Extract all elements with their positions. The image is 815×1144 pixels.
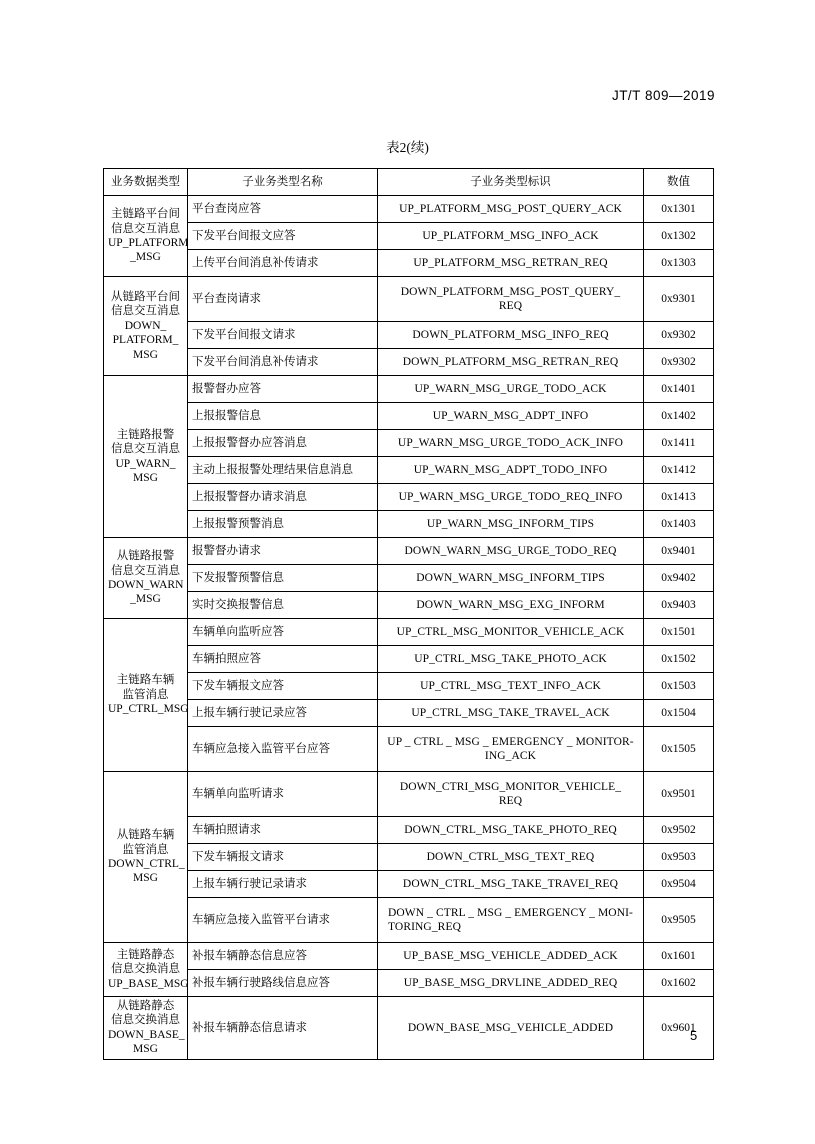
value-cell: 0x1601 [644,943,714,970]
sub-type-identifier-cell: UP_PLATFORM_MSG_POST_QUERY_ACK [378,196,644,223]
table-row [104,403,714,430]
sub-type-identifier-cell: DOWN_BASE_MSG_VEHICLE_ADDED [378,997,644,1060]
value-cell: 0x1411 [644,430,714,457]
sub-type-name-cell: 上报报警预警消息 [188,511,378,538]
group-cell: 主链路静态 信息交换消息 UP_BASE_MSG [104,943,188,997]
table-row [104,727,714,772]
sub-type-identifier-cell: DOWN_PLATFORM_MSG_INFO_REQ [378,322,644,349]
sub-type-identifier-cell: DOWN_CTRL_MSG_TEXT_REQ [378,844,644,871]
group-cell: 主链路平台间 信息交互消息 UP_PLATFORM _MSG [104,196,188,277]
value-cell: 0x1402 [644,403,714,430]
sub-type-name-cell: 下发车辆报文应答 [188,673,378,700]
table-row [104,700,714,727]
table-row [104,943,714,970]
sub-type-name-cell: 车辆应急接入监管平台请求 [188,898,378,943]
sub-type-name-cell: 上报报警督办应答消息 [188,430,378,457]
value-cell: 0x9601 [644,997,714,1060]
sub-type-name-cell: 车辆单向监听请求 [188,772,378,817]
sub-type-identifier-cell: UP_CTRL_MSG_TAKE_PHOTO_ACK [378,646,644,673]
value-cell: 0x1302 [644,223,714,250]
value-cell: 0x9502 [644,817,714,844]
value-cell: 0x9302 [644,349,714,376]
table-row [104,565,714,592]
table-body [104,169,714,1060]
message-type-table [103,168,714,1060]
sub-type-identifier-cell: UP_PLATFORM_MSG_INFO_ACK [378,223,644,250]
table-row [104,772,714,817]
group-cell: 从链路平台间 信息交互消息 DOWN_ PLATFORM_ MSG [104,277,188,376]
sub-type-name-cell: 补报车辆静态信息应答 [188,943,378,970]
sub-type-name-cell: 车辆拍照应答 [188,646,378,673]
sub-type-identifier-cell: UP _ CTRL _ MSG _ EMERGENCY _ MONITOR- ING_ACK [378,727,644,772]
table-row [104,196,714,223]
sub-type-name-cell: 下发平台间报文请求 [188,322,378,349]
sub-type-name-cell: 上传平台间消息补传请求 [188,250,378,277]
table-row [104,646,714,673]
table-row [104,457,714,484]
table-row [104,844,714,871]
table-row [104,997,714,1060]
value-cell: 0x1401 [644,376,714,403]
value-cell: 0x1412 [644,457,714,484]
value-cell: 0x1602 [644,970,714,997]
table-row [104,871,714,898]
value-cell: 0x9503 [644,844,714,871]
sub-type-identifier-cell: UP_CTRL_MSG_TEXT_INFO_ACK [378,673,644,700]
sub-type-identifier-cell: UP_WARN_MSG_URGE_TODO_REQ_INFO [378,484,644,511]
table-row [104,592,714,619]
sub-type-name-cell: 平台查岗应答 [188,196,378,223]
sub-type-identifier-cell: UP_PLATFORM_MSG_RETRAN_REQ [378,250,644,277]
sub-type-identifier-cell: DOWN_CTRL_MSG_TAKE_TRAVEI_REQ [378,871,644,898]
sub-type-identifier-cell: UP_CTRL_MSG_TAKE_TRAVEL_ACK [378,700,644,727]
sub-type-name-cell: 上报车辆行驶记录应答 [188,700,378,727]
value-cell: 0x9504 [644,871,714,898]
value-cell: 0x1301 [644,196,714,223]
sub-type-name-cell: 补报车辆行驶路线信息应答 [188,970,378,997]
table-row [104,277,714,322]
sub-type-name-cell: 下发车辆报文请求 [188,844,378,871]
table-row [104,223,714,250]
group-cell: 主链路车辆 监管消息 UP_CTRL_MSG [104,619,188,772]
sub-type-identifier-cell: DOWN_WARN_MSG_INFORM_TIPS [378,565,644,592]
table-row [104,349,714,376]
column-header-3: 数值 [644,169,714,196]
table-caption: 表2(续) [386,140,429,155]
table-row [104,817,714,844]
page-header: JT/T 809—2019 [611,88,715,103]
value-cell: 0x9402 [644,565,714,592]
value-cell: 0x1403 [644,511,714,538]
table-row [104,376,714,403]
sub-type-name-cell: 上报车辆行驶记录请求 [188,871,378,898]
value-cell: 0x9302 [644,322,714,349]
table-row [104,484,714,511]
sub-type-identifier-cell: DOWN_PLATFORM_MSG_POST_QUERY_ REQ [378,277,644,322]
page-number: 5 [690,1028,698,1043]
sub-type-identifier-cell: UP_WARN_MSG_ADPT_INFO [378,403,644,430]
value-cell: 0x9501 [644,772,714,817]
column-header-2: 子业务类型标识 [378,169,644,196]
sub-type-identifier-cell: UP_BASE_MSG_DRVLINE_ADDED_REQ [378,970,644,997]
sub-type-identifier-cell: DOWN_CTRL_MSG_TAKE_PHOTO_REQ [378,817,644,844]
value-cell: 0x1413 [644,484,714,511]
sub-type-name-cell: 上报报警督办请求消息 [188,484,378,511]
table-row [104,538,714,565]
value-cell: 0x1502 [644,646,714,673]
table-row [104,619,714,646]
sub-type-name-cell: 下发平台间报文应答 [188,223,378,250]
sub-type-identifier-cell: UP_WARN_MSG_URGE_TODO_ACK_INFO [378,430,644,457]
sub-type-identifier-cell: DOWN_PLATFORM_MSG_RETRAN_REQ [378,349,644,376]
group-cell: 从链路静态 信息交换消息 DOWN_BASE_ MSG [104,997,188,1060]
sub-type-identifier-cell: UP_WARN_MSG_ADPT_TODO_INFO [378,457,644,484]
value-cell: 0x1505 [644,727,714,772]
sub-type-identifier-cell: UP_WARN_MSG_URGE_TODO_ACK [378,376,644,403]
column-header-1: 子业务类型名称 [188,169,378,196]
table-header-row [104,169,714,196]
value-cell: 0x9401 [644,538,714,565]
table-row [104,511,714,538]
value-cell: 0x1504 [644,700,714,727]
sub-type-name-cell: 平台查岗请求 [188,277,378,322]
sub-type-name-cell: 下发报警预警信息 [188,565,378,592]
sub-type-name-cell: 补报车辆静态信息请求 [188,997,378,1060]
table-row [104,430,714,457]
value-cell: 0x1501 [644,619,714,646]
table-row [104,898,714,943]
sub-type-name-cell: 车辆应急接入监管平台应答 [188,727,378,772]
sub-type-name-cell: 报警督办请求 [188,538,378,565]
sub-type-identifier-cell: UP_WARN_MSG_INFORM_TIPS [378,511,644,538]
sub-type-name-cell: 车辆单向监听应答 [188,619,378,646]
sub-type-name-cell: 上报报警信息 [188,403,378,430]
table-row [104,250,714,277]
table-row [104,673,714,700]
table-row [104,970,714,997]
group-cell: 从链路报警 信息交互消息 DOWN_WARN _MSG [104,538,188,619]
sub-type-identifier-cell: UP_CTRL_MSG_MONITOR_VEHICLE_ACK [378,619,644,646]
sub-type-name-cell: 车辆拍照请求 [188,817,378,844]
value-cell: 0x9403 [644,592,714,619]
sub-type-identifier-cell: DOWN_WARN_MSG_EXG_INFORM [378,592,644,619]
sub-type-name-cell: 实时交换报警信息 [188,592,378,619]
sub-type-name-cell: 主动上报报警处理结果信息消息 [188,457,378,484]
value-cell: 0x9505 [644,898,714,943]
column-header-0: 业务数据类型 [104,169,188,196]
value-cell: 0x9301 [644,277,714,322]
sub-type-identifier-cell: DOWN _ CTRL _ MSG _ EMERGENCY _ MONI- TORING_REQ [378,898,644,943]
group-cell: 从链路车辆 监管消息 DOWN_CTRL_ MSG [104,772,188,943]
sub-type-identifier-cell: DOWN_WARN_MSG_URGE_TODO_REQ [378,538,644,565]
sub-type-identifier-cell: UP_BASE_MSG_VEHICLE_ADDED_ACK [378,943,644,970]
group-cell: 主链路报警 信息交互消息 UP_WARN_ MSG [104,376,188,538]
sub-type-name-cell: 报警督办应答 [188,376,378,403]
value-cell: 0x1303 [644,250,714,277]
sub-type-identifier-cell: DOWN_CTRI_MSG_MONITOR_VEHICLE_ REQ [378,772,644,817]
value-cell: 0x1503 [644,673,714,700]
table-row [104,322,714,349]
sub-type-name-cell: 下发平台间消息补传请求 [188,349,378,376]
